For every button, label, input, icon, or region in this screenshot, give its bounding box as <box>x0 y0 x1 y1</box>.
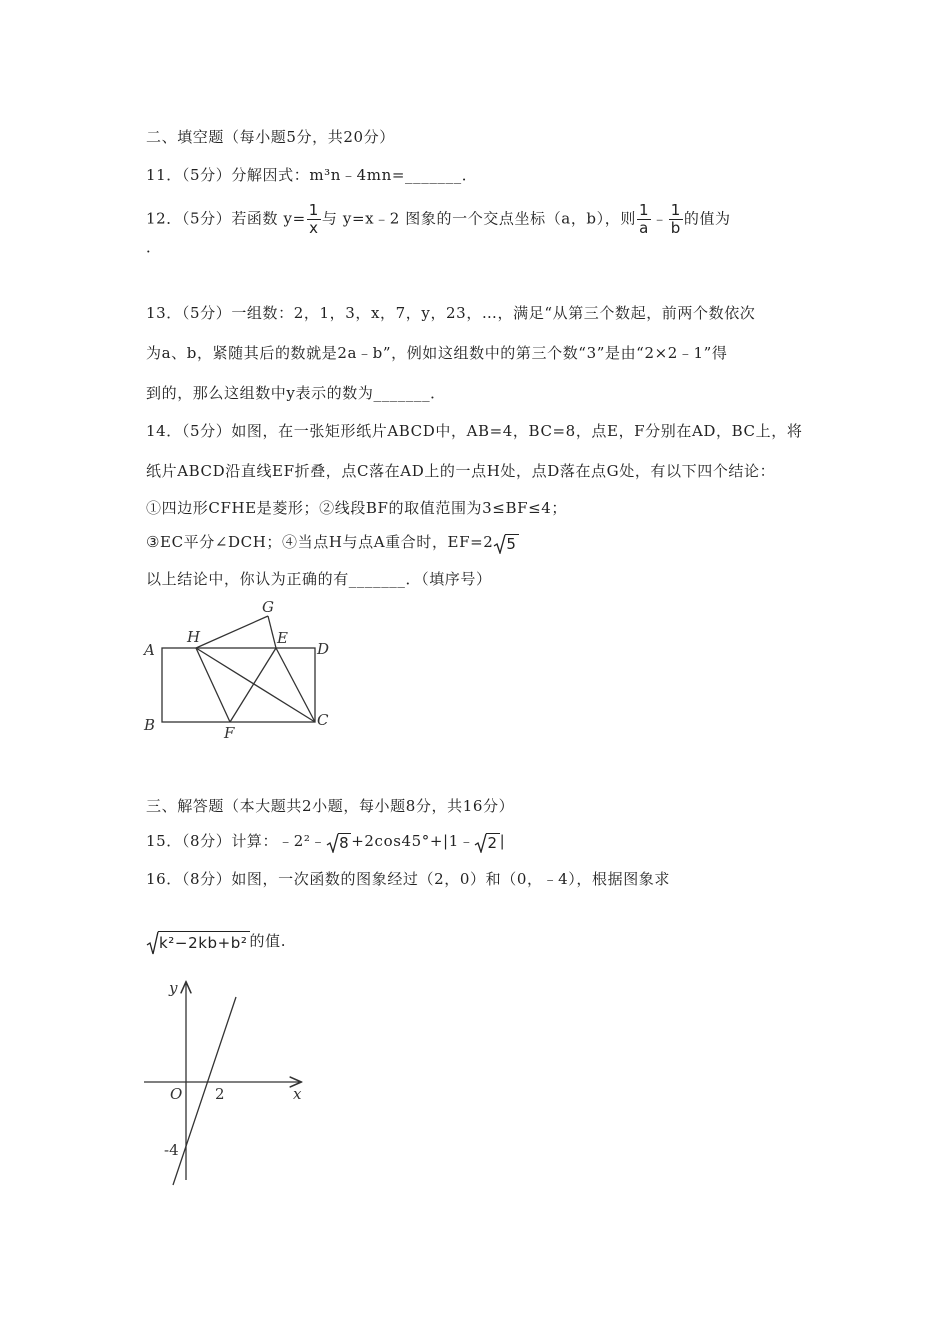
rectangle-abcd <box>162 648 315 722</box>
q12-one-b: 1 <box>670 201 681 219</box>
q13-line2: 为a、b，紧随其后的数就是2a﹣b”，例如这组数中的第三个数“3”是由“2×2﹣1”得 <box>146 344 728 362</box>
q12-b: b <box>670 219 681 237</box>
segment-ec <box>276 648 315 722</box>
segment-ge <box>268 616 276 648</box>
q14-line4-text: ③EC平分∠DCH；④当点H与点A重合时，EF=2 <box>146 533 494 551</box>
function-line <box>173 997 236 1185</box>
linear-function-graph <box>140 975 315 1190</box>
q12-mid: 与 y=x﹣2 图象的一个交点坐标（a，b），则 <box>321 209 636 228</box>
q14-line1: 14．（5分）如图，在一张矩形纸片ABCD中，AB=4，BC=8，点E，F分别在AD，BC上，将 <box>146 422 803 440</box>
x-intercept-label: 2 <box>215 1085 225 1103</box>
q12-post: 的值为 <box>683 209 731 228</box>
sqrt-expression <box>146 931 250 954</box>
q12-pre: 12．（5分）若函数 y= <box>146 209 306 228</box>
label-f: F <box>224 724 235 742</box>
x-axis-label: x <box>293 1085 302 1103</box>
q16-line1: 16．（8分）如图，一次函数的图象经过（2，0）和（0，﹣4），根据图象求 <box>146 870 671 888</box>
segment-hc <box>196 648 315 722</box>
label-a: A <box>144 641 155 659</box>
fraction-1-over-x <box>307 202 321 237</box>
q12-one: 1 <box>308 201 319 219</box>
q14-line5: 以上结论中，你认为正确的有_______．（填序号） <box>146 570 492 588</box>
label-d: D <box>317 640 330 658</box>
label-b: B <box>144 716 156 734</box>
q12-minus: ﹣ <box>652 209 668 228</box>
section3-heading: 三、解答题（本大题共2小题，每小题8分，共16分） <box>146 797 515 815</box>
label-g: G <box>262 598 274 616</box>
sqrt-8-radicand: 8 <box>339 833 350 852</box>
q12-a: a <box>639 219 649 237</box>
section2-heading: 二、填空题（每小题5分，共20分） <box>146 128 395 146</box>
q12-continuation: ． <box>146 238 162 256</box>
y-intercept-label: -4 <box>164 1141 179 1159</box>
rectangle-fold-figure <box>140 598 340 743</box>
origin-label: O <box>170 1085 183 1103</box>
label-h: H <box>187 628 201 646</box>
fraction-1-over-a <box>637 202 651 237</box>
label-e: E <box>277 629 288 647</box>
segment-hg <box>196 616 268 648</box>
q12-one-a: 1 <box>638 201 650 219</box>
sqrt-8 <box>326 833 351 852</box>
sqrt-2 <box>474 833 499 852</box>
q12-x: x <box>309 219 319 237</box>
q16-post: 的值. <box>249 932 287 950</box>
q13-line3: 到的，那么这组数中y表示的数为_______． <box>146 384 446 402</box>
sqrt-5 <box>493 534 518 553</box>
q14-line4 <box>146 531 519 553</box>
question-15 <box>146 830 505 852</box>
q14-line3: ①四边形CFHE是菱形；②线段BF的取值范围为3≤BF≤4； <box>146 499 568 517</box>
sqrt-expression-radicand: k²−2kb+b² <box>158 931 250 954</box>
q14-line2: 纸片ABCD沿直线EF折叠，点C落在AD上的一点H处，点D落在点G处，有以下四个结论： <box>146 462 776 480</box>
q13-line1: 13．（5分）一组数：2，1，3，x，7，y，23，…，满足“从第三个数起，前两个数依次 <box>146 304 756 322</box>
fraction-1-over-b <box>669 202 683 237</box>
y-axis-label: y <box>169 979 178 997</box>
q15-post: | <box>499 832 506 850</box>
sqrt-2-radicand: 2 <box>487 833 498 852</box>
label-c: C <box>317 711 329 729</box>
question-11: 11．（5分）分解因式：m³n﹣4mn=_______． <box>146 166 478 184</box>
segment-fe <box>230 648 276 722</box>
q16-line2 <box>146 930 286 954</box>
question-12 <box>146 202 731 237</box>
q15-pre: 15．（8分）计算：﹣2²﹣ <box>146 832 327 850</box>
sqrt-5-radicand: 5 <box>506 534 517 553</box>
q15-mid: +2cos45°+|1﹣ <box>351 832 475 850</box>
